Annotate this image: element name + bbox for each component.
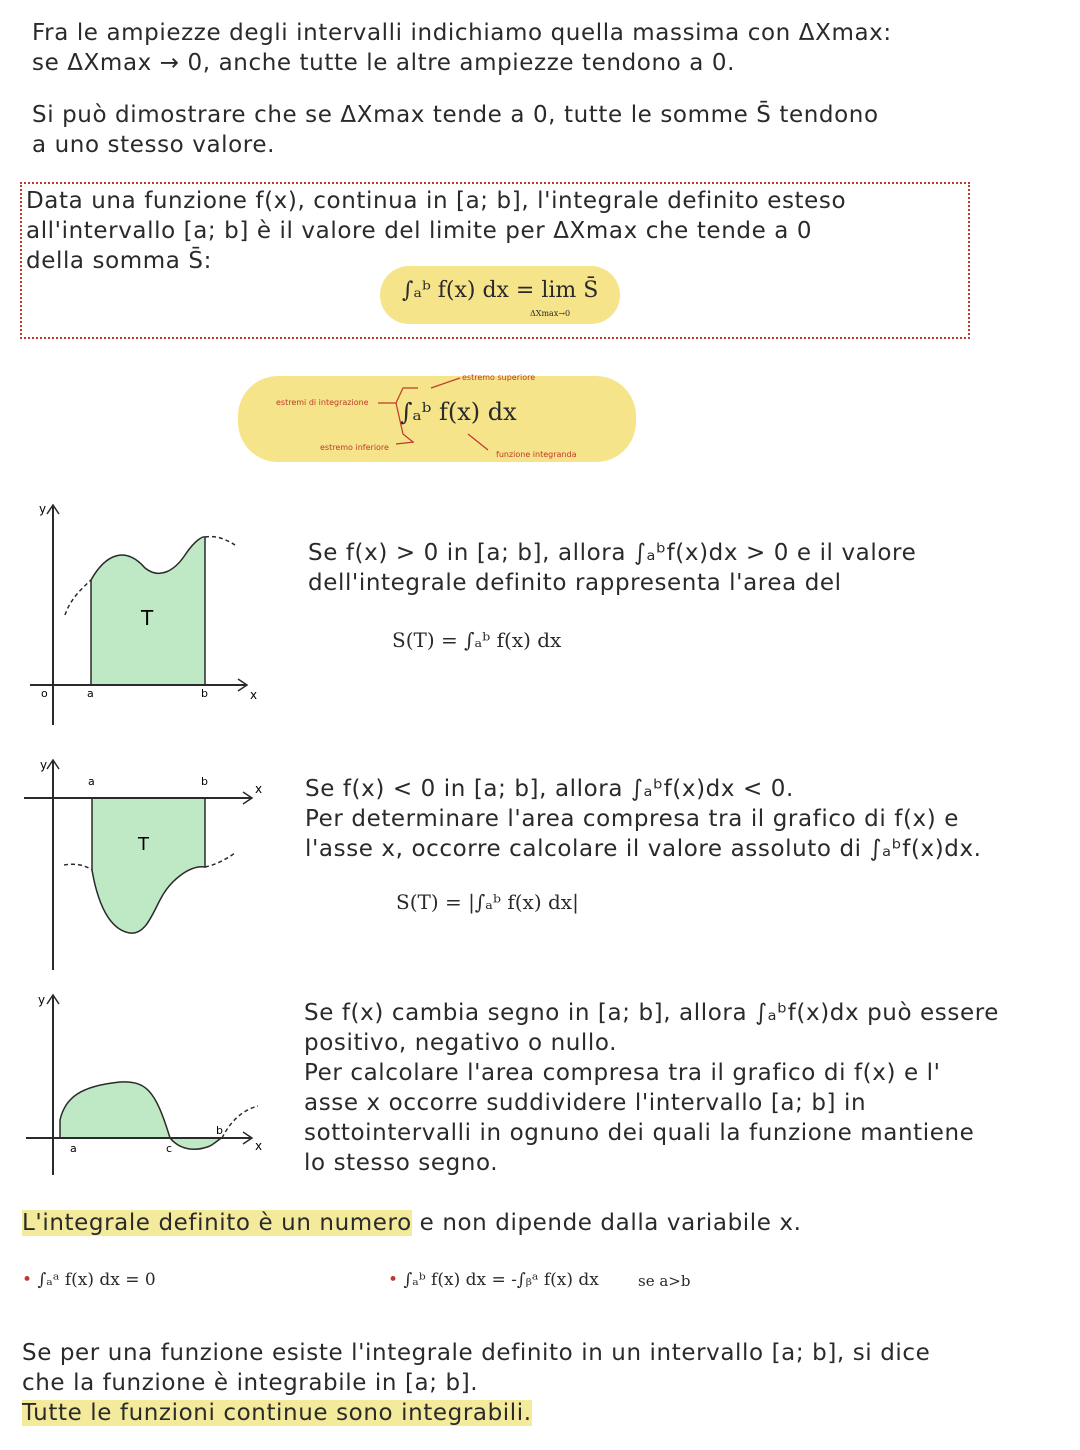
point-label-b: b	[201, 687, 208, 700]
property-formula: ∫ₐᵇ f(x) dx = -∫ᵦᵃ f(x) dx	[403, 1270, 599, 1290]
axis-label-x: x	[250, 688, 258, 702]
property-null-interval	[22, 1270, 156, 1290]
point-label-b: b	[201, 775, 208, 788]
case-line: dell'integrale definito rappresenta l'area del	[308, 570, 842, 596]
bullet: •	[22, 1270, 33, 1290]
definition-line: della somma S̄:	[26, 248, 212, 274]
legend-estremi-label: estremi di integrazione	[276, 398, 369, 407]
legend-arrows	[238, 376, 636, 462]
intro-line: Fra le ampiezze degli intervalli indichiamo quella massima con ΔXmax:	[32, 20, 892, 46]
definition-line: Data una funzione f(x), continua in [a; b], l'integrale definito esteso	[26, 188, 847, 214]
point-label-b: b	[216, 1124, 223, 1137]
graph-sign-change	[20, 990, 270, 1180]
region-label-t: T	[141, 606, 154, 630]
highlight-text: L'integrale definito è un numero	[22, 1210, 412, 1236]
closing-line: che la funzione è integrabile in [a; b].	[22, 1370, 479, 1396]
axis-label-y: y	[39, 502, 47, 516]
graph-negative-area	[92, 798, 205, 933]
region-label-t: T	[138, 834, 149, 855]
point-label-a: a	[87, 687, 94, 700]
legend-integranda-label: funzione integranda	[496, 450, 577, 459]
case-positive-formula: S(T) = ∫ₐᵇ f(x) dx	[392, 628, 562, 652]
case-line: Per determinare l'area compresa tra il grafico di f(x) e	[305, 806, 959, 832]
case-line: l'asse x, occorre calcolare il valore assoluto di ∫ₐᵇf(x)dx.	[305, 836, 982, 862]
intro-line: Si può dimostrare che se ΔXmax tende a 0, tutte le somme S̄ tendono	[32, 102, 879, 128]
definition-text	[26, 186, 846, 276]
axis-label-x: x	[255, 1139, 263, 1153]
point-label-a: a	[70, 1142, 77, 1155]
legend-expression: ∫ₐᵇ f(x) dx	[400, 398, 517, 426]
case-sign-change-text	[304, 998, 999, 1178]
intro-line: a uno stesso valore.	[32, 132, 276, 158]
axis-label-y: y	[40, 758, 48, 772]
closing-highlight: Tutte le funzioni continue sono integrabili.	[22, 1400, 532, 1426]
case-line: Se f(x) > 0 in [a; b], allora ∫ₐᵇf(x)dx > 0 e il valore	[308, 540, 917, 566]
graph-sign-change-negative-area	[170, 1138, 222, 1149]
closing-line: Se per una funzione esiste l'integrale definito in un intervallo [a; b], si dice	[22, 1340, 931, 1366]
definition-line: all'intervallo [a; b] è il valore del limite per ΔXmax che tende a 0	[26, 218, 813, 244]
case-negative-formula: S(T) = |∫ₐᵇ f(x) dx|	[396, 890, 579, 914]
property-condition: se a>b	[638, 1272, 691, 1290]
point-label-a: a	[88, 775, 95, 788]
definition-formula-subscript: ΔXmax→0	[530, 309, 571, 318]
properties-statement	[22, 1208, 802, 1238]
case-line: lo stesso segno.	[304, 1150, 499, 1176]
graph-negative	[20, 755, 270, 975]
point-label-c: c	[166, 1142, 173, 1155]
graph-positive	[25, 500, 270, 730]
property-formula: ∫ₐᵃ f(x) dx = 0	[37, 1270, 156, 1290]
intro-paragraph	[32, 18, 892, 78]
property-swap-limits	[388, 1270, 599, 1290]
case-line: Per calcolare l'area compresa tra il grafico di f(x) e l'	[304, 1060, 941, 1086]
statement-rest: e non dipende dalla variabile x.	[411, 1210, 802, 1236]
bullet: •	[388, 1270, 399, 1290]
axis-label-x: x	[255, 782, 263, 796]
origin-label: o	[41, 687, 48, 700]
legend-inferiore-label: estremo inferiore	[320, 443, 389, 452]
case-line: sottointervalli in ognuno dei quali la funzione mantiene	[304, 1120, 975, 1146]
legend-superiore-label: estremo superiore	[462, 373, 536, 382]
case-negative-text	[305, 774, 982, 864]
case-line: asse x occorre suddividere l'intervallo [a; b] in	[304, 1090, 867, 1116]
definition-formula: ∫ₐᵇ f(x) dx = lim S̄	[402, 278, 599, 303]
axis-label-y: y	[38, 993, 46, 1007]
intro-paragraph-2	[32, 100, 879, 160]
graph-sign-change-positive-area	[60, 1082, 170, 1138]
case-line: positivo, negativo o nullo.	[304, 1030, 618, 1056]
case-line: Se f(x) cambia segno in [a; b], allora ∫ₐᵇf(x)dx può essere	[304, 1000, 1000, 1026]
intro-line: se ΔXmax → 0, anche tutte le altre ampiezze tendono a 0.	[32, 50, 735, 76]
closing-paragraph	[22, 1338, 930, 1428]
case-line: Se f(x) < 0 in [a; b], allora ∫ₐᵇf(x)dx < 0.	[305, 776, 794, 802]
case-positive-text	[308, 538, 916, 598]
